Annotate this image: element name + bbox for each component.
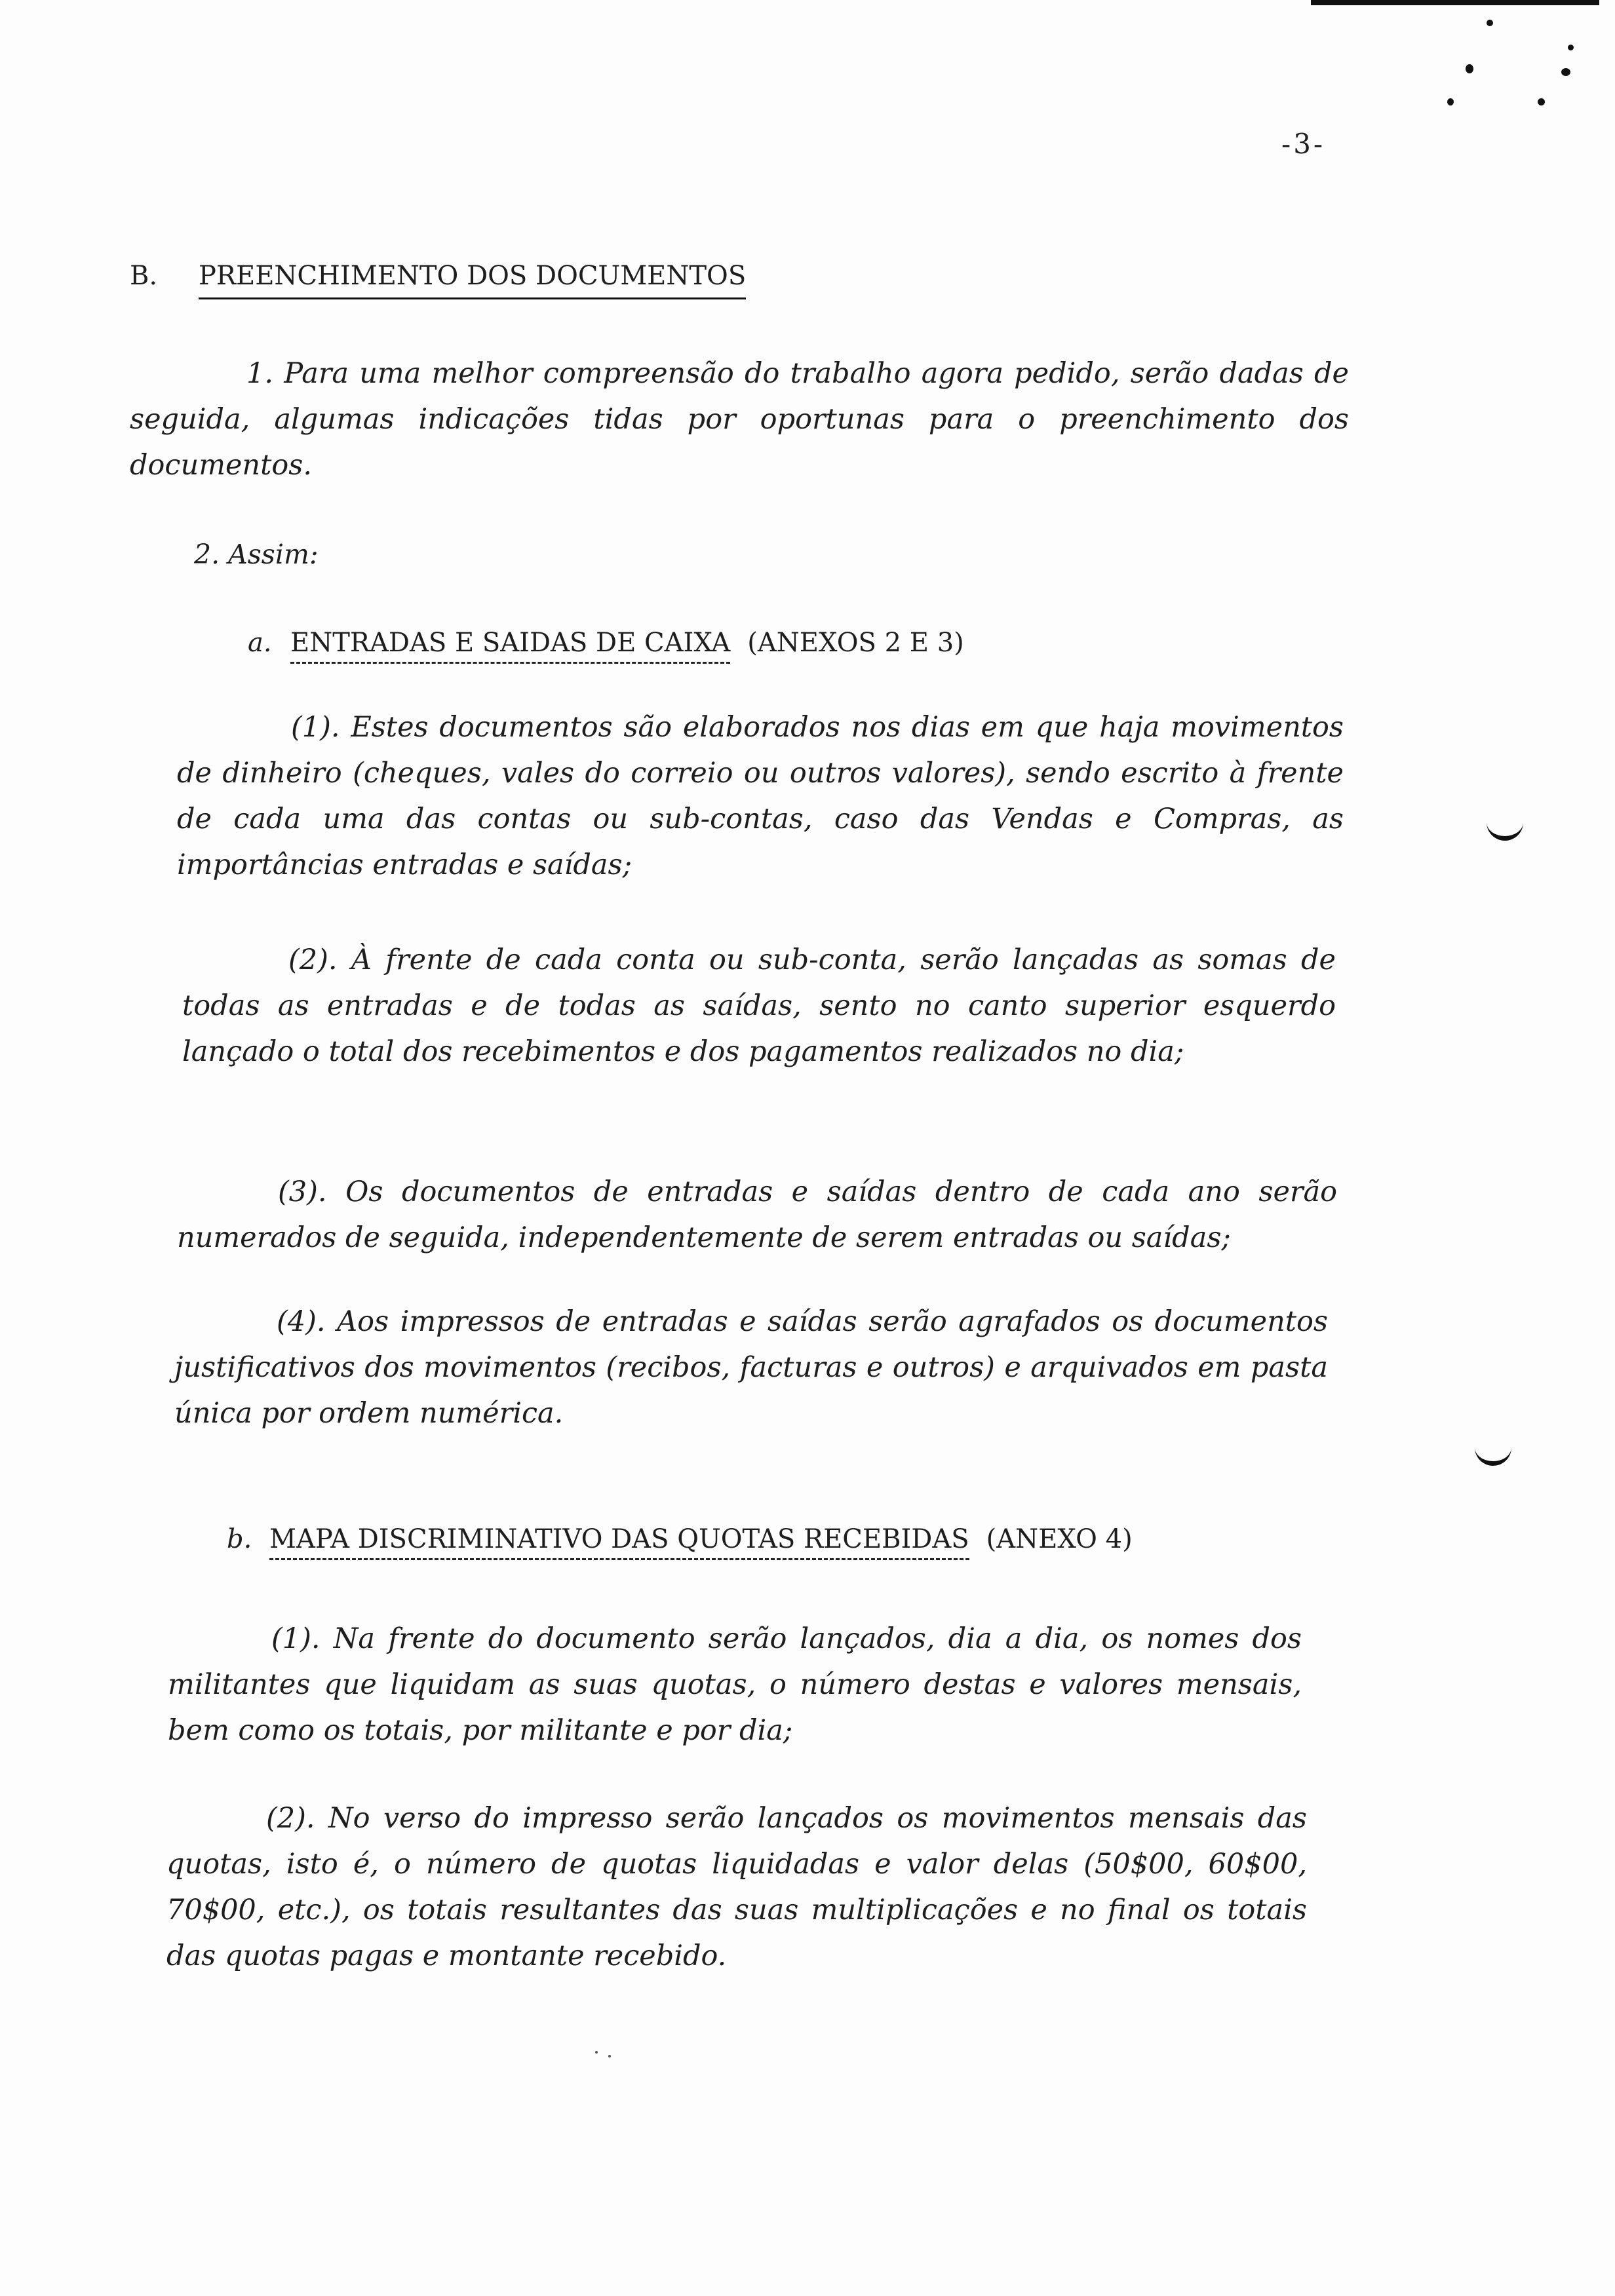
subsection-b-annex: (ANEXO 4) (986, 1524, 1133, 1554)
paragraph-assim: 2. Assim: (194, 539, 319, 570)
punch-hole-mark (1487, 20, 1493, 26)
punch-hole-mark (1568, 45, 1574, 50)
item-b-2: (2). No verso do impresso serão lançados os movimentos mensais das quotas, isto é, o número de quotas liquidadas e valor delas (50$00, 60$00, 70$00, etc.), os totais resultantes das suas multiplicações e no final os totais das quotas pagas e montante recebido. (166, 1802, 1307, 1972)
item-a-1: (1). Estes documentos são elaborados nos dias em que haja movimentos de dinheiro (cheques, vales do correio ou outros valores), sendo escrito à frente de cada uma das contas ou sub-contas, caso das Vendas e Compras, as importâncias entradas e saídas; (177, 711, 1344, 881)
section-letter: B. (130, 261, 158, 291)
subsection-a-letter: a. (248, 628, 272, 658)
subsection-a-annex: (ANEXOS 2 E 3) (747, 628, 964, 658)
speck-mark (608, 2055, 611, 2057)
punch-hole-mark (1466, 64, 1473, 73)
page-number: -3- (1281, 128, 1326, 160)
section-title: PREENCHIMENTO DOS DOCUMENTOS (199, 261, 746, 299)
margin-check-mark (1475, 1436, 1511, 1466)
punch-hole-mark (1561, 68, 1570, 76)
item-b-1: (1). Na frente do documento serão lançados, dia a dia, os nomes dos militantes que liquidam as suas quotas, o número destas e valores mensais, bem como os totais, por militante e por dia; (168, 1622, 1302, 1747)
speck-mark (595, 2051, 598, 2054)
punch-hole-mark (1538, 98, 1545, 105)
item-a-3: (3). Os documentos de entradas e saídas dentro de cada ano serão numerados de seguida, independentemente de serem entradas ou saídas; (177, 1176, 1337, 1254)
punch-hole-mark (1447, 98, 1454, 105)
item-a-4: (4). Aos impressos de entradas e saídas serão agrafados os documentos justificativos dos movimentos (recibos, facturas e outros) e arquivados em pasta única por ordem numérica. (174, 1305, 1328, 1430)
item-a-2: (2). À frente de cada conta ou sub-conta, serão lançadas as somas de todas as entradas e de todas as saídas, sento no canto superior esquerdo lançado o total dos recebimentos e dos pagamentos realizados no dia; (182, 944, 1336, 1068)
subsection-b-title: MAPA DISCRIMINATIVO DAS QUOTAS RECEBIDAS (269, 1524, 969, 1560)
paragraph-intro: 1. Para uma melhor compreensão do trabalho agora pedido, serão dadas de seguida, algumas indicações tidas por oportunas para o preenchimento dos documentos. (130, 357, 1349, 482)
subsection-b-letter: b. (227, 1524, 252, 1554)
section-heading (130, 261, 746, 291)
top-edge-rule (1311, 0, 1599, 5)
subsection-a-title: ENTRADAS E SAIDAS DE CAIXA (290, 628, 730, 664)
margin-check-mark (1487, 811, 1523, 841)
subsection-b-heading (227, 1524, 1133, 1554)
subsection-a-heading (248, 628, 964, 658)
